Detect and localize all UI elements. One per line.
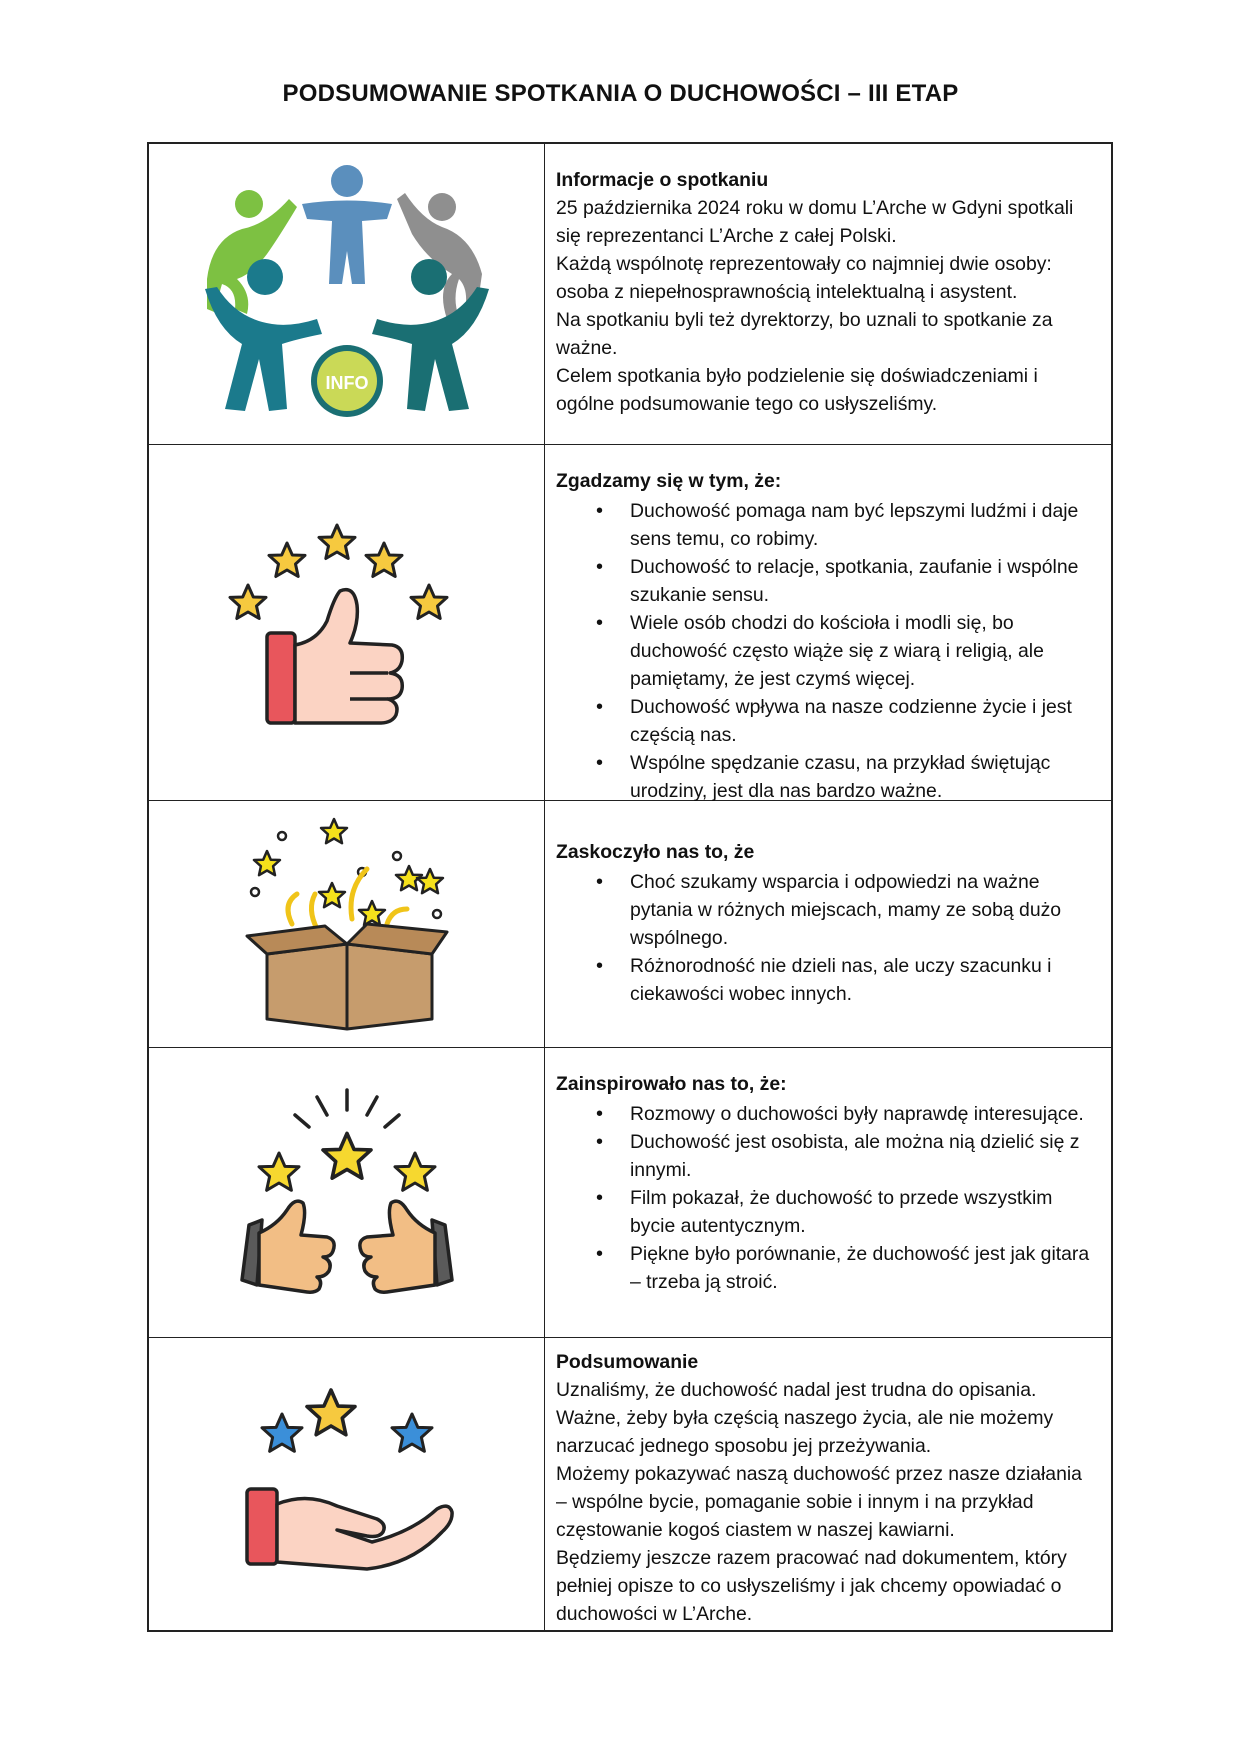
table-row-inspiration	[149, 1047, 1111, 1337]
paragraph: Celem spotkania było podzielenie się doświadczeniami i ogólne podsumowanie tego co usłyszeliśmy.	[556, 365, 1038, 415]
list-item: • Wspólne spędzanie czasu, na przykład świętując urodziny, jest dla nas bardzo ważne.	[630, 749, 1097, 805]
thumbs-up-stars-icon	[222, 513, 472, 733]
list-item: • Rozmowy o duchowości były naprawdę interesujące.	[630, 1100, 1097, 1128]
paragraph: Na spotkaniu byli też dyrektorzy, bo uznali to spotkanie za ważne.	[556, 309, 1053, 359]
image-cell	[149, 1048, 545, 1337]
paragraph: Uznaliśmy, że duchowość nadal jest trudna do opisania.	[556, 1379, 1037, 1401]
page-title: PODSUMOWANIE SPOTKANIA O DUCHOWOŚCI – III ETAP	[282, 80, 959, 107]
info-label: INFO	[325, 373, 368, 393]
text-cell	[545, 1048, 1111, 1337]
image-cell	[149, 1338, 545, 1630]
text-cell	[545, 144, 1111, 444]
bullet-list	[556, 497, 1097, 805]
list-item: • Duchowość to relacje, spotkania, zaufanie i wspólne szukanie sensu.	[630, 553, 1097, 609]
bullet-list	[556, 1100, 1097, 1296]
image-cell	[149, 144, 545, 444]
list-item: • Duchowość wpływa na nasze codzienne życie i jest częścią nas.	[630, 693, 1097, 749]
summary-table	[147, 142, 1113, 1632]
bullet-list	[556, 868, 1097, 1008]
table-row-surprise	[149, 800, 1111, 1047]
list-item: • Różnorodność nie dzieli nas, ale uczy szacunku i ciekawości wobec innych.	[630, 952, 1097, 1008]
section-heading: Zgadzamy się w tym, że:	[556, 470, 782, 492]
image-cell	[149, 801, 545, 1047]
text-cell	[545, 445, 1111, 800]
list-item: • Wiele osób chodzi do kościoła i modli się, bo duchowość często wiąże się z wiarą i religią, ale pamiętamy, że jest czymś więcej.	[630, 609, 1097, 693]
section-heading: Podsumowanie	[556, 1351, 699, 1373]
people-circle-info-icon	[197, 159, 497, 429]
section-heading: Informacje o spotkaniu	[556, 169, 769, 191]
list-item: • Choć szukamy wsparcia i odpowiedzi na ważne pytania w różnych miejscach, mamy ze sobą dużo wspólnego.	[630, 868, 1097, 952]
two-thumbs-three-stars-icon	[237, 1085, 457, 1300]
section-heading: Zainspirowało nas to, że:	[556, 1073, 787, 1095]
paragraph: Możemy pokazywać naszą duchowość przez nasze działania – wspólne bycie, pomaganie sobie i innym i na przykład częstowanie kogoś ciastem w naszej kawiarni.	[556, 1463, 1082, 1541]
surprise-box-icon	[237, 814, 457, 1034]
text-cell	[545, 1338, 1111, 1630]
paragraph: 25 października 2024 roku w domu L’Arche w Gdyni spotkali się reprezentanci L’Arche z całej Polski.	[556, 197, 1074, 247]
hand-holding-stars-icon	[237, 1384, 457, 1584]
table-row-summary	[149, 1337, 1111, 1630]
paragraph: Każdą wspólnotę reprezentowały co najmniej dwie osoby: osoba z niepełnosprawnością intelektualną i asystent.	[556, 253, 1052, 303]
image-cell	[149, 445, 545, 800]
table-row-agreement	[149, 444, 1111, 800]
list-item: • Duchowość jest osobista, ale można nią dzielić się z innymi.	[630, 1128, 1097, 1184]
paragraph: Będziemy jeszcze razem pracować nad dokumentem, który pełniej opisze to co usłyszeliśmy i jak chcemy opowiadać o duchowości w L’Arche.	[556, 1547, 1067, 1625]
list-item: • Duchowość pomaga nam być lepszymi ludźmi i daje sens temu, co robimy.	[630, 497, 1097, 553]
text-cell	[545, 801, 1111, 1047]
list-item: • Film pokazał, że duchowość to przede wszystkim bycie autentycznym.	[630, 1184, 1097, 1240]
table-row-info	[149, 144, 1111, 444]
paragraph: Ważne, żeby była częścią naszego życia, ale nie możemy narzucać jednego sposobu jej przeżywania.	[556, 1407, 1054, 1457]
list-item: • Piękne było porównanie, że duchowość jest jak gitara – trzeba ją stroić.	[630, 1240, 1097, 1296]
section-heading: Zaskoczyło nas to, że	[556, 841, 755, 863]
